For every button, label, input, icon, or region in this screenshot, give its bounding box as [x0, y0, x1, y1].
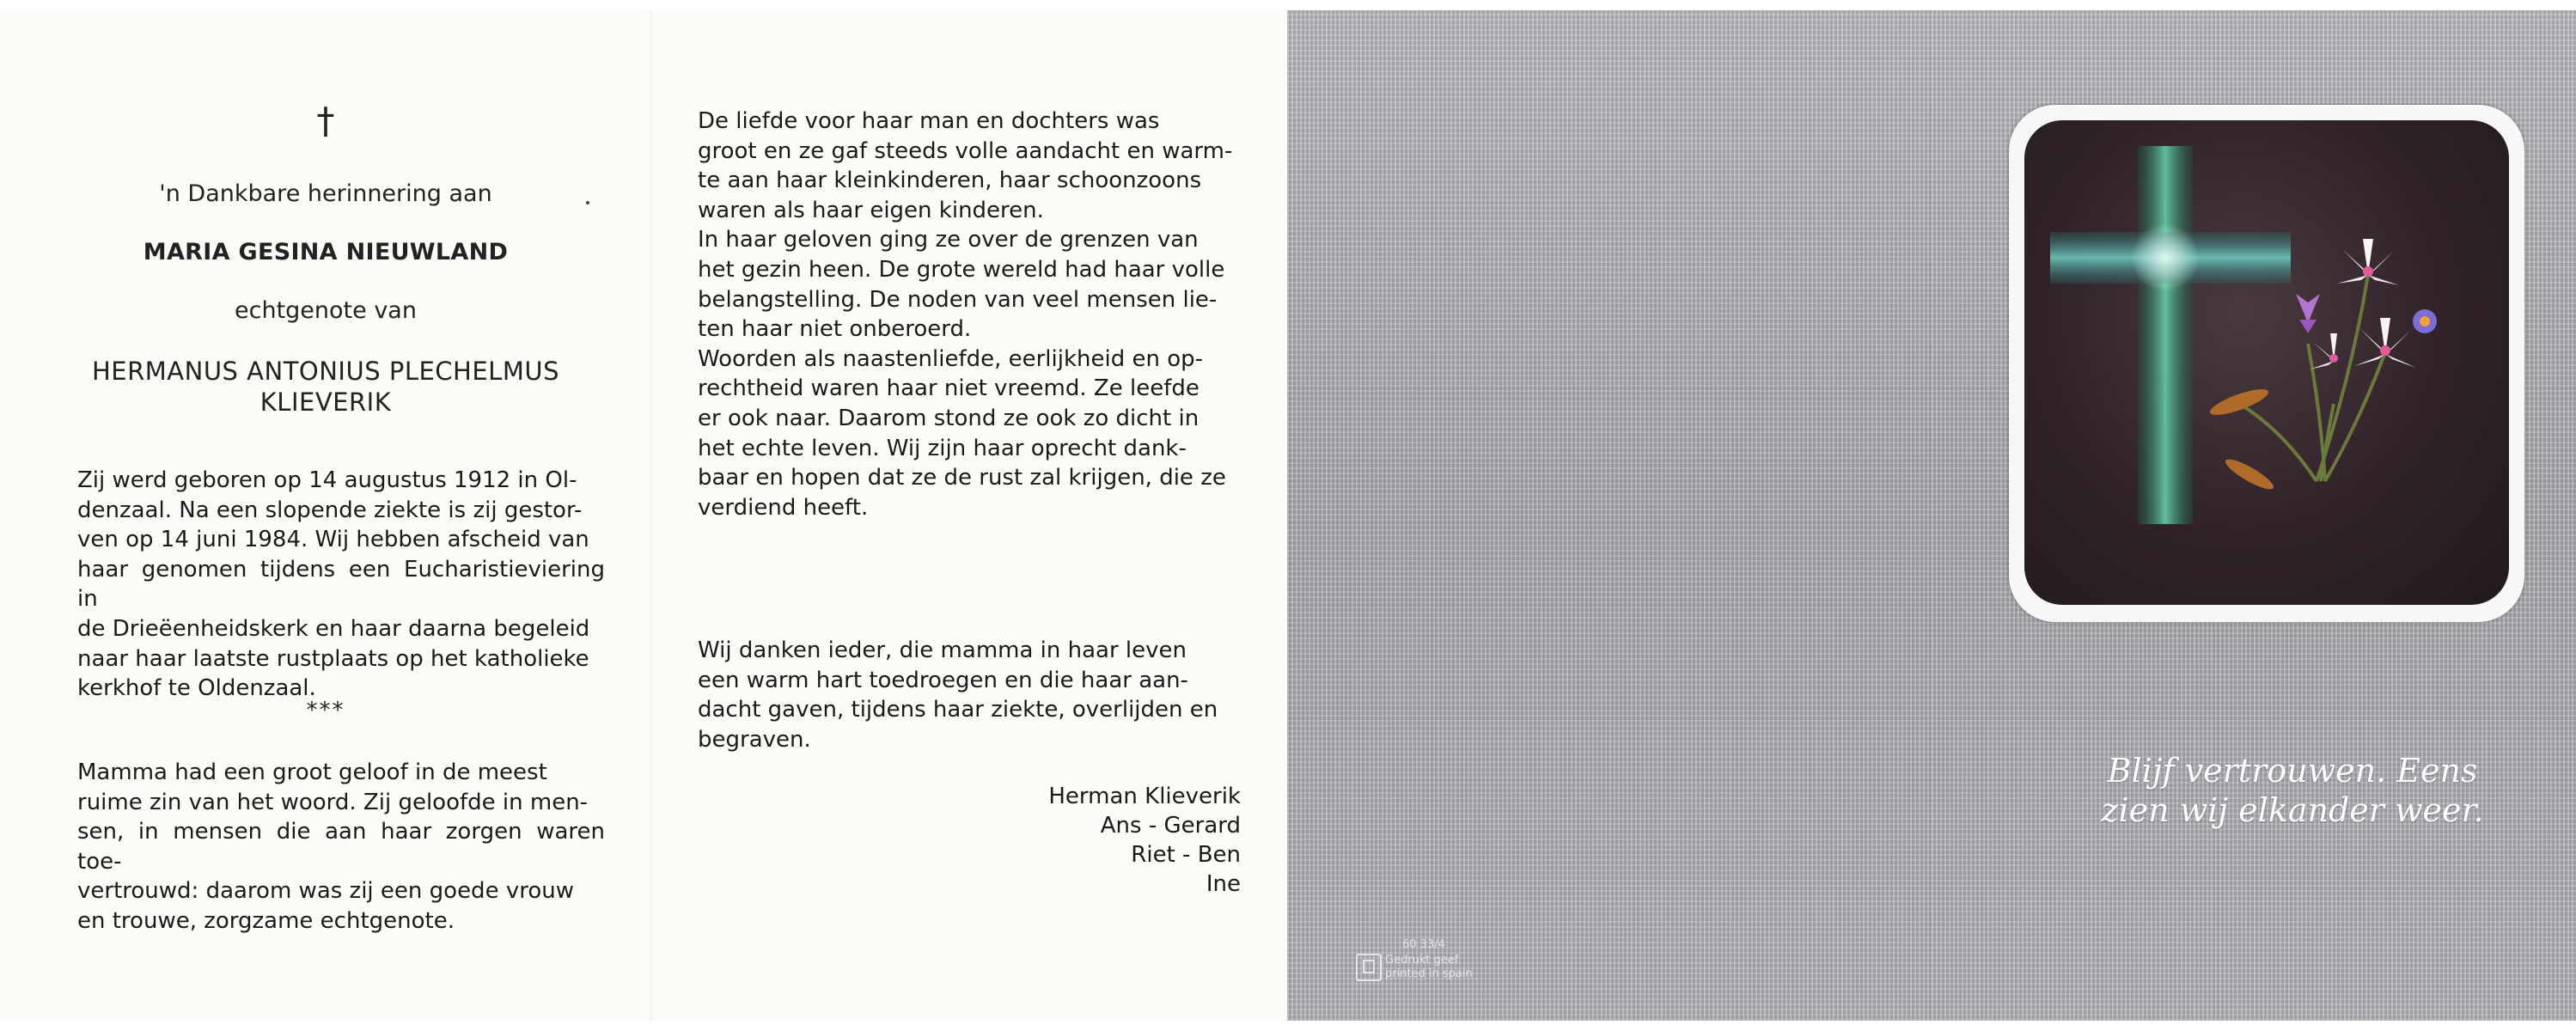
inner-left-page: [0, 10, 651, 1021]
thanks-paragraph: Wij danken ieder, die mamma in haar leven een warm hart toedroegen en die haar aan- dacht gaven, tijdens haar ziekte, overlijden en begraven.: [698, 638, 1218, 753]
outer-spread: [1287, 10, 2576, 1021]
separator-stars: ***: [306, 698, 345, 723]
relation-text: echtgenote van: [235, 297, 417, 324]
cross-shape: [2050, 146, 2291, 524]
biography-paragraph: Zij werd geboren op 14 augustus 1912 in Ol- denzaal. Na een slopende ziekte is zij gestor- ven op 14 juni 1984. Wij hebben afscheid van haar genomen tijdens een Eucharistieviering in de Drieëenheidskerk en haar daarna begeleid naar haar laatste rustplaats op het katholieke kerkhof te Oldenzaal.: [77, 467, 605, 702]
husband-name-line1: HERMANUS ANTONIUS PLECHELMUS: [91, 357, 559, 386]
imprint-line-1: Gedrukt geef: [1385, 954, 1459, 967]
inner-right-page: [651, 10, 1287, 1021]
signature-1: Herman Klieverik: [1048, 784, 1241, 809]
cross-flowers-illustration: [2024, 120, 2509, 605]
cross-symbol: †: [316, 100, 335, 142]
tribute-paragraph: De liefde voor haar man en dochters was groot en ze gaf steeds volle aandacht en warm- te aan haar kleinkinderen, haar schoonzoons waren als haar eigen kinderen. In haar geloven ging ze over de grenzen van het gezin heen. De grote wereld had haar volle belangstelling. De noden van veel mensen lie- ten haar niet onberoerd. Woorden als naastenliefde, eerlijkheid en op- rechtheid waren haar niet vreemd. Ze leefde er ook naar. Daarom stond ze ook zo dicht in het echte leven. Wij zijn haar oprecht dank- baar en hopen dat ze de rust zal krijgen, die ze verdiend heeft.: [698, 108, 1233, 521]
signature-2: Ans - Gerard: [1100, 813, 1241, 839]
inner-spread: [0, 10, 1287, 1021]
husband-name-line2: KLIEVERIK: [259, 387, 392, 417]
intro-text: 'n Dankbare herinnering aan: [159, 180, 492, 207]
verse-line-2: zien wij elkander weer.: [2101, 791, 2484, 829]
printer-logo-icon: [1356, 954, 1382, 981]
outer-fold-line: [1930, 10, 1932, 1021]
wheat-ears: [2207, 384, 2277, 494]
signature-4: Ine: [1206, 871, 1241, 897]
imprint-code: 60 33/4: [1402, 938, 1445, 951]
lily-flowers: [2296, 239, 2437, 369]
cross-and-lilies-image: [2024, 120, 2509, 605]
imprint-line-2: printed in spain: [1385, 967, 1473, 980]
cover-image-frame: [2009, 105, 2524, 622]
verse-line-1: Blijf vertrouwen. Eens: [2107, 752, 2478, 790]
paper-speck: [586, 201, 589, 204]
deceased-name: MARIA GESINA NIEUWLAND: [143, 239, 509, 265]
verse-text: [2060, 751, 2524, 830]
signature-3: Riet - Ben: [1131, 842, 1241, 868]
faith-paragraph: Mamma had een groot geloof in de meest ruime zin van het woord. Zij geloofde in men- sen, in mensen die aan haar zorgen waren toe- vertrouwd: daarom was zij een goede vrouw en trouwe, zorgzame echtgenote.: [77, 760, 605, 934]
